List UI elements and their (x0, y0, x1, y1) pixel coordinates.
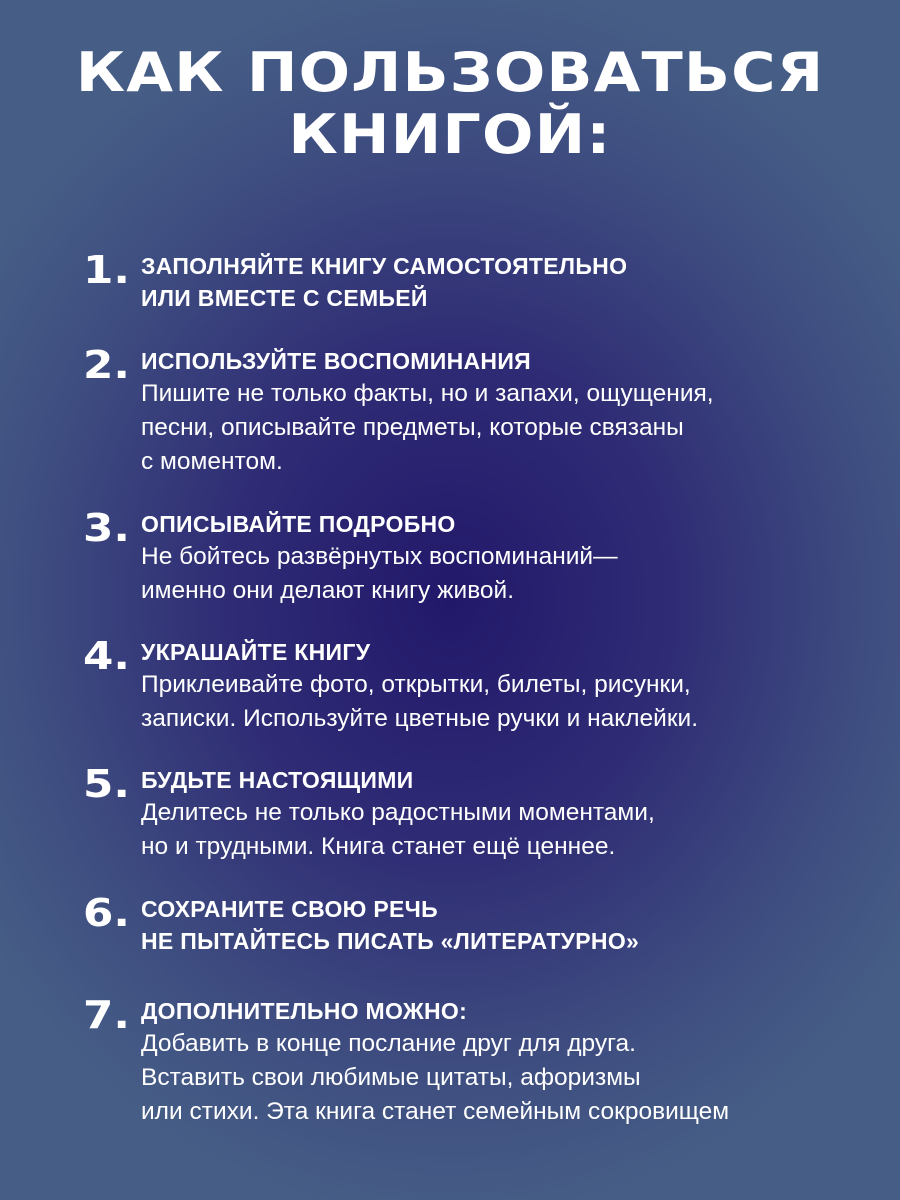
item-heading-line: ЗАПОЛНЯЙТЕ КНИГУ САМОСТОЯТЕЛЬНО (141, 253, 628, 279)
item-heading-line: ДОПОЛНИТЕЛЬНО МОЖНО: (141, 998, 468, 1024)
item-content (141, 893, 881, 957)
item-number: 1. (82, 248, 130, 292)
item-number: 3. (82, 506, 130, 550)
item-content (141, 995, 881, 1129)
page-title (0, 42, 900, 166)
item-text-line: с моментом. (141, 448, 283, 475)
item-content (141, 764, 881, 864)
item-content (141, 250, 881, 314)
item-number: 5. (82, 762, 130, 806)
item-number: 6. (82, 891, 130, 935)
item-heading-line: СОХРАНИТЕ СВОЮ РЕЧЬ (141, 896, 438, 922)
item-heading-line: БУДЬТЕ НАСТОЯЩИМИ (141, 767, 414, 793)
item-content (141, 508, 881, 608)
item-text-line: Пишите не только факты, но и запахи, ощущения, (141, 380, 714, 407)
item-text-line: но и трудными. Книга станет ещё ценнее. (141, 833, 616, 860)
item-content (141, 345, 881, 479)
item-text-line: Делитесь не только радостными моментами, (141, 799, 655, 826)
item-text-line: Вставить свои любимые цитаты, афоризмы (141, 1064, 641, 1091)
item-text-line: или стихи. Эта книга станет семейным сокровищем (141, 1098, 730, 1125)
item-heading-line: ИЛИ ВМЕСТЕ С СЕМЬЕЙ (141, 285, 428, 311)
item-text-line: Не бойтесь развёрнутых воспоминаний— (141, 543, 618, 570)
item-heading-line: НЕ ПЫТАЙТЕСЬ ПИСАТЬ «ЛИТЕРАТУРНО» (141, 928, 640, 954)
page-title-line-2: КНИГОЙ: (288, 103, 612, 166)
item-heading-line: ИСПОЛЬЗУЙТЕ ВОСПОМИНАНИЯ (141, 348, 531, 374)
item-heading-line: ОПИСЫВАЙТЕ ПОДРОБНО (141, 511, 456, 537)
page-title-line-1: КАК ПОЛЬЗОВАТЬСЯ (75, 41, 825, 104)
item-number: 4. (82, 634, 130, 678)
item-heading-line: УКРАШАЙТЕ КНИГУ (141, 639, 371, 665)
item-text-line: именно они делают книгу живой. (141, 577, 515, 604)
item-text-line: Добавить в конце послание друг для друга. (141, 1030, 636, 1057)
item-number: 7. (82, 993, 130, 1037)
item-content (141, 636, 881, 736)
item-text-line: песни, описывайте предметы, которые связаны (141, 414, 684, 441)
item-number: 2. (82, 343, 130, 387)
item-text-line: записки. Используйте цветные ручки и наклейки. (141, 705, 699, 732)
item-text-line: Приклеивайте фото, открытки, билеты, рисунки, (141, 671, 691, 698)
